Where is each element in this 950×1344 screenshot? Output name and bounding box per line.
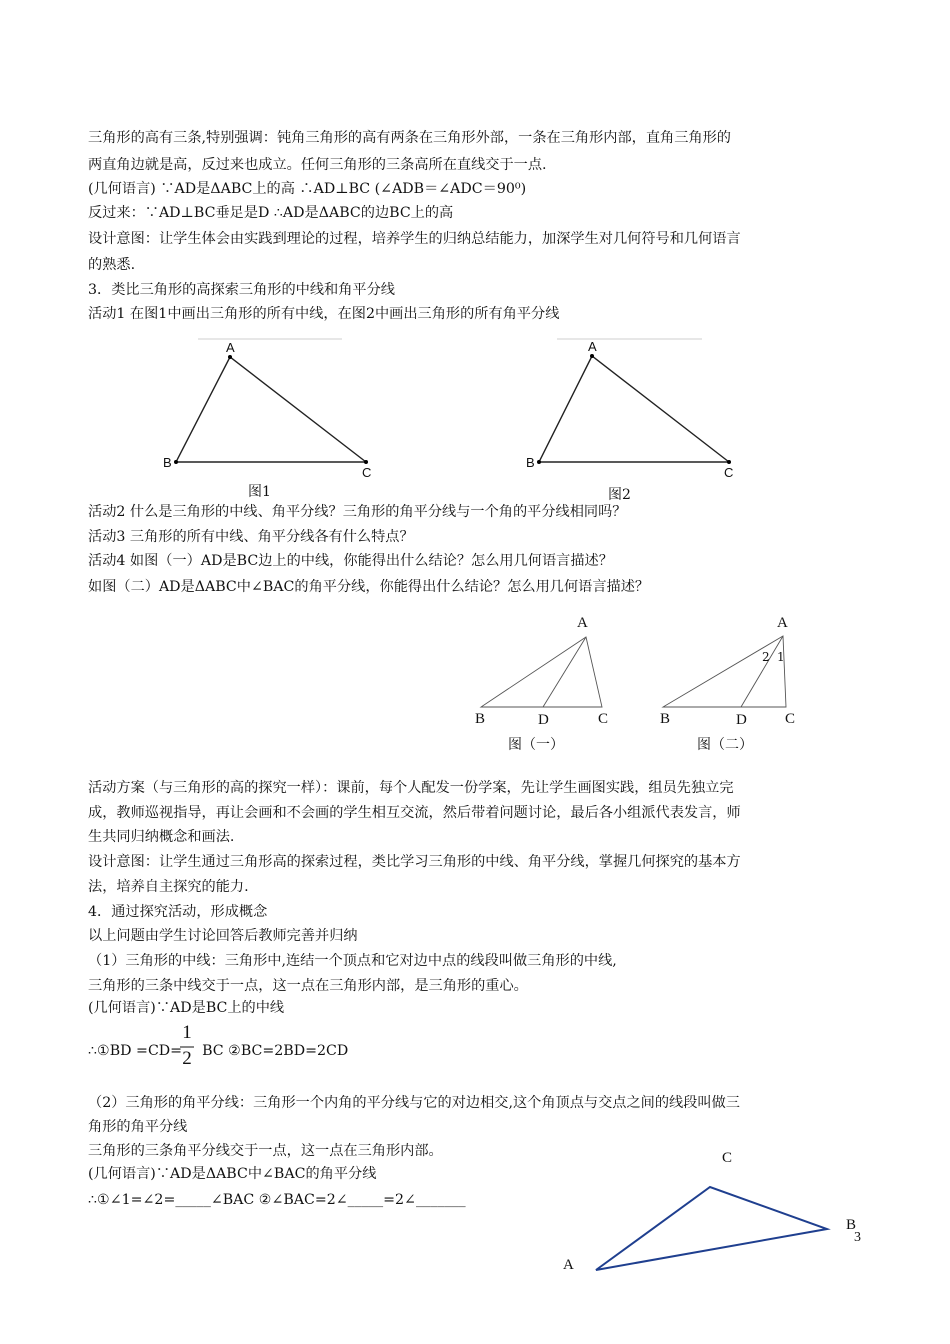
- text-line: 三角形的三条角平分线交于一点，这一点在三角形内部。: [88, 1143, 443, 1159]
- text-line: 角形的角平分线: [88, 1119, 188, 1135]
- figure-caption: 图1: [248, 484, 271, 500]
- activity-1: 活动1 在图1中画出三角形的所有中线，在图2中画出三角形的所有角平分线: [88, 306, 560, 322]
- text-line: 生共同归纳概念和画法.: [88, 829, 235, 845]
- vertex-label-b: B: [846, 1217, 857, 1233]
- bisector-conclusion: ∴①∠1=∠2=_____∠BAC ②∠BAC=2∠_____=2∠_______: [88, 1192, 466, 1208]
- text-line: 法，培养自主探究的能力.: [88, 879, 249, 895]
- section-heading: 3．类比三角形的高探索三角形的中线和角平分线: [88, 282, 395, 298]
- section-heading: 4．通过探究活动，形成概念: [88, 904, 268, 920]
- conclusion-suffix: BC ②BC=2BD=2CD: [202, 1043, 349, 1059]
- vertex-label-d: D: [538, 712, 549, 728]
- vertex-label-c: C: [724, 465, 734, 480]
- vertex-label-b: B: [660, 711, 671, 727]
- activity-3: 活动3 三角形的所有中线、角平分线各有什么特点？: [88, 529, 414, 545]
- figure-caption: 图2: [608, 487, 631, 503]
- vertex-label-a: A: [226, 340, 235, 355]
- page-number: 3: [854, 1230, 861, 1245]
- activity-plan: 活动方案（与三角形的高的探究一样）：课前，每个人配发一份学案，先让学生画图实践，组员先独立完: [88, 780, 734, 796]
- geometry-statement: (几何语言) ∵AD是ΔABC上的高 ∴AD⊥BC (∠ADB＝∠ADC＝90⁰): [88, 181, 527, 197]
- vertex-label-b: B: [526, 455, 535, 470]
- geometry-statement: 反过来：∵AD⊥BC垂足是D ∴AD是ΔABC的边BC上的高: [88, 205, 454, 221]
- vertex-label-c: C: [785, 711, 796, 727]
- text-line: 的熟悉.: [88, 257, 136, 273]
- activity-4: 活动4 如图（一）AD是BC边上的中线，你能得出什么结论？怎么用几何语言描述？: [88, 553, 613, 569]
- fraction-numerator: 1: [182, 1022, 192, 1043]
- vertex-label-c: C: [362, 465, 372, 480]
- angle-label-2: 2: [762, 650, 770, 664]
- text-line: 三角形的高有三条,特别强调：钝角三角形的高有两条在三角形外部，一条在三角形内部，直角三角形的: [88, 130, 731, 146]
- vertex-label-a: A: [588, 339, 597, 354]
- vertex-label-a: A: [563, 1257, 574, 1273]
- geometry-statement: (几何语言)∵AD是ΔABC中∠BAC的角平分线: [88, 1166, 377, 1182]
- figure-caption: 图（二）: [697, 737, 753, 753]
- fraction-denominator: 2: [182, 1048, 192, 1069]
- text-line: 成，教师巡视指导，再让会画和不会画的学生相互交流，然后带着问题讨论，最后各小组派代表发言，师: [88, 805, 741, 821]
- vertex-label-b: B: [475, 711, 486, 727]
- vertex-label-c: C: [722, 1150, 733, 1166]
- activity-2: 活动2 什么是三角形的中线、角平分线？三角形的角平分线与一个角的平分线相同吗？: [88, 504, 627, 520]
- design-intent: 设计意图：让学生通过三角形高的探索过程，类比学习三角形的中线、角平分线，掌握几何探究的基本方: [88, 854, 741, 870]
- vertex-label-a: A: [777, 615, 788, 631]
- design-intent: 设计意图：让学生体会由实践到理论的过程，培养学生的归纳总结能力，加深学生对几何符号和几何语言: [88, 231, 741, 247]
- definition-median: （1）三角形的中线：三角形中,连结一个顶点和它对边中点的线段叫做三角形的中线,: [88, 953, 617, 969]
- text-line: 三角形的三条中线交于一点，这一点在三角形内部，是三角形的重心。: [88, 978, 528, 994]
- vertex-label-a: A: [577, 615, 588, 631]
- figure-caption: 图（一）: [508, 737, 564, 753]
- vertex-label-c: C: [598, 711, 609, 727]
- angle-label-1: 1: [777, 650, 785, 664]
- text-line: 两直角边就是高，反过来也成立。任何三角形的三条高所在直线交于一点.: [88, 157, 547, 173]
- definition-bisector: （2）三角形的角平分线：三角形一个内角的平分线与它的对边相交,这个角顶点与交点之间的线段叫做三: [88, 1095, 740, 1111]
- text-line: 如图（二）AD是ΔABC中∠BAC的角平分线，你能得出什么结论？怎么用几何语言描述？: [88, 579, 650, 595]
- conclusion-prefix: ∴①BD =CD=: [88, 1043, 183, 1059]
- vertex-label-d: D: [736, 712, 747, 728]
- text-line: 以上问题由学生讨论回答后教师完善并归纳: [88, 928, 358, 944]
- geometry-statement: (几何语言)∵AD是BC上的中线: [88, 1000, 285, 1016]
- vertex-label-b: B: [163, 455, 172, 470]
- triangle-abc: [596, 1187, 827, 1270]
